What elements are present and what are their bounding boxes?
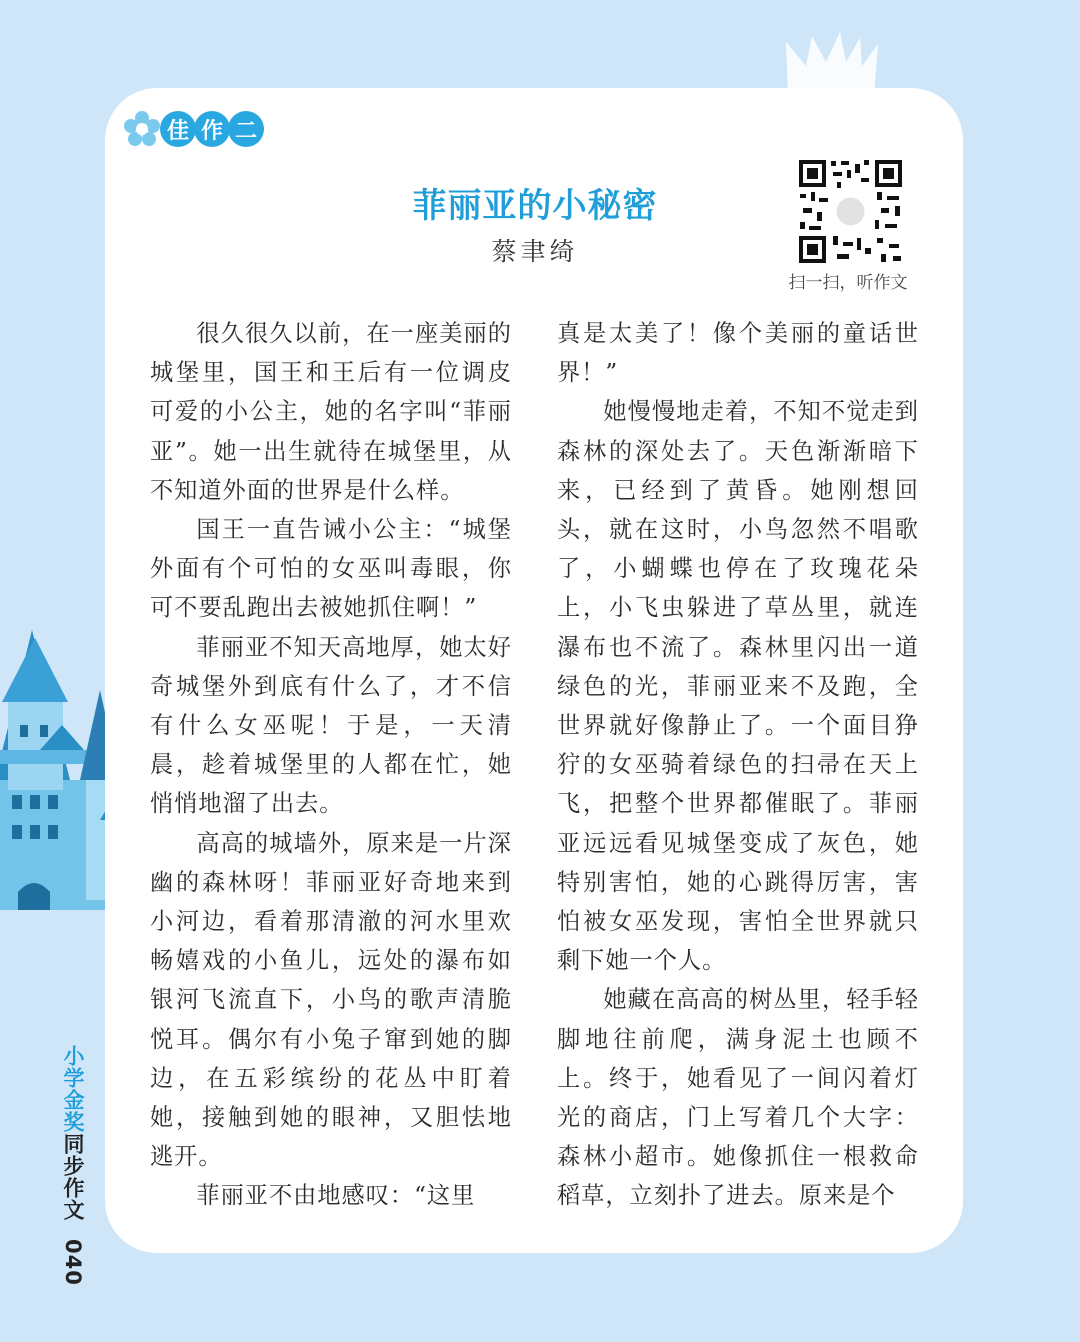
badge-char: 佳 [160,111,196,147]
section-badge [122,108,264,150]
magazine-name-part2: 同步作文 [61,1133,85,1221]
qr-caption: 扫一扫，听作文 [788,273,908,293]
paragraph: 她藏在高高的树丛里，轻手轻脚地往前爬，满身泥土也顾不上。终于，她看见了一间闪着灯光的商店，门上写着几个大字：森林小超市。她像抓住一根救命稻草，立刻扑了进去。原来是个 [557,986,919,1210]
paragraph: 她慢慢地走着，不知不觉走到森林的深处去了。天色渐渐暗下来，已经到了黄昏。她刚想回头，就在这时，小鸟忽然不唱歌了，小蝴蝶也停在了玫瑰花朵上，小飞虫躲进了草丛里，就连瀑布也不流了。森林里闪出一道绿色的光，菲丽亚来不及跑，全世界就好像静止了。一个面目狰狞的女巫骑着绿色的扫帚在天上飞，把整个世界都催眠了。菲丽亚远远看见城堡变成了灰色，她特别害怕，她的心跳得厉害，害怕被女巫发现，害怕全世界就只剩下她一个人。 [557,398,919,975]
article-author: 蔡聿绮 [491,237,579,266]
article-title: 菲丽亚的小秘密 [412,186,658,226]
page-number: 040 [61,1239,85,1287]
article-column-left [150,314,512,1216]
paragraph: 菲丽亚不由地感叹：“这里 [196,1182,476,1210]
qr-code-icon[interactable] [797,158,904,265]
paragraph: 菲丽亚不知天高地厚，她太好奇城堡外到底有什么了，才不信有什么女巫呢！于是，一天清晨，趁着城堡里的人都在忙，她悄悄地溜了出去。 [150,633,512,818]
badge-char: 作 [194,111,230,147]
side-caption [58,1045,88,1286]
magazine-name-part1: 小学金奖 [61,1045,85,1133]
paragraph: 真是太美了！像个美丽的童话世界！” [557,320,919,387]
paragraph: 国王一直告诫小公主：“城堡外面有个可怕的女巫叫毒眼，你可不要乱跑出去被她抓住啊！” [150,516,512,622]
flower-icon [122,109,162,149]
article-column-right [557,314,919,1216]
paragraph: 高高的城墙外，原来是一片深幽的森林呀！菲丽亚好奇地来到小河边，看着那清澈的河水里欢畅嬉戏的小鱼儿，远处的瀑布如银河飞流直下，小鸟的歌声清脆悦耳。偶尔有小兔子窜到她的脚边，在五彩缤纷的花丛中盯着她，接触到她的眼神，又胆怯地逃开。 [150,829,512,1171]
paragraph: 很久很久以前，在一座美丽的城堡里，国王和王后有一位调皮可爱的小公主，她的名字叫“菲丽亚”。她一出生就待在城堡里，从不知道外面的世界是什么样。 [150,320,512,504]
badge-char: 二 [228,111,264,147]
